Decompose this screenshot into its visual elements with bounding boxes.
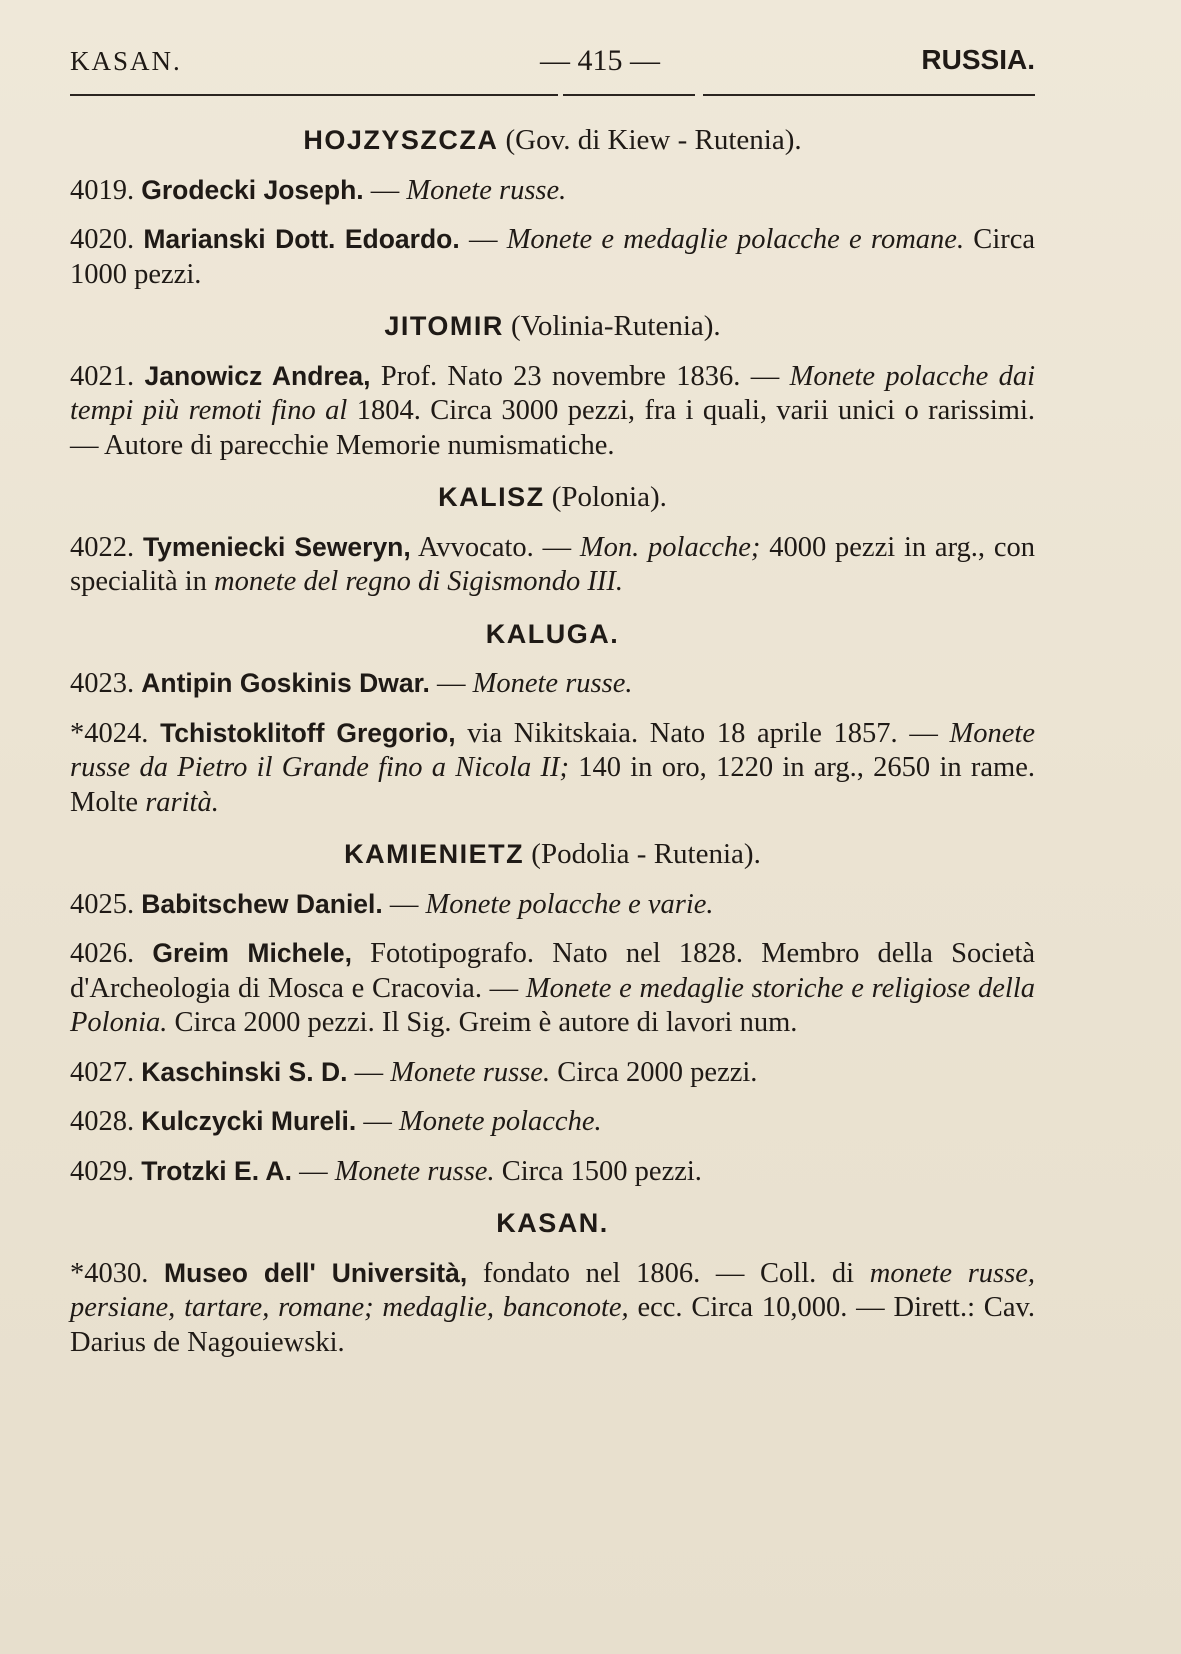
header-country: RUSSIA. <box>921 44 1035 75</box>
entry-number: 4026. <box>70 938 135 969</box>
collector-entry <box>70 359 1035 464</box>
collection-description-italic: Monete russe. <box>390 1056 551 1088</box>
section-heading <box>70 1206 1035 1242</box>
entry-text: — <box>459 224 507 255</box>
entry-text: ecc. Circa 10,000. — Dirett.: Cav. Darius de Nagouiewski. <box>70 1292 1035 1358</box>
collection-description-italic: rarità. <box>145 786 219 818</box>
collection-description-italic: Monete russe. <box>406 174 567 206</box>
entry-text: Avvocato. — <box>410 531 580 563</box>
entry-number: 4019. <box>70 174 135 206</box>
entry-text: — <box>347 1056 391 1088</box>
page-body <box>70 123 1035 1360</box>
collector-name: Antipin Goskinis Dwar. <box>141 668 430 698</box>
entry-text: Circa 1000 pezzi. <box>70 224 1036 290</box>
collector-name: Greim Michele, <box>152 938 352 968</box>
section-city: KASAN. <box>496 1208 609 1238</box>
collector-entry <box>70 1104 1035 1140</box>
collector-name: Marianski Dott. Edoardo. <box>143 224 460 254</box>
collector-entry <box>70 173 1035 209</box>
collection-description-italic: monete russe, persiane, tartare, romane; medaglie, banconote, <box>70 1257 1036 1323</box>
section-city: JITOMIR <box>384 311 504 341</box>
section-region: (Podolia - Rutenia). <box>531 838 761 870</box>
collection-description-italic: Monete e medaglie storiche e religiose della Polonia. <box>70 972 1035 1038</box>
header-rule-left <box>70 94 558 96</box>
entry-text: — <box>429 668 473 699</box>
collector-entry <box>70 1256 1035 1361</box>
entry-number: 4023. <box>70 668 135 699</box>
collector-entry <box>70 887 1035 923</box>
collector-name: Kaschinski S. D. <box>141 1056 348 1087</box>
entry-number: 4021. <box>70 360 135 392</box>
section-region: (Gov. di Kiew - Rutenia). <box>505 124 802 156</box>
collection-description-italic: Monete polacche e varie. <box>425 888 714 920</box>
header-rule-right <box>703 94 1035 96</box>
header-city: KASAN. <box>70 46 182 76</box>
collector-entry <box>70 716 1035 821</box>
collector-entry <box>70 1154 1035 1190</box>
entry-text: — <box>291 1155 335 1187</box>
entry-text: 4000 pezzi in arg., con specialità in <box>70 531 1035 597</box>
collector-name: Trotzki E. A. <box>141 1155 292 1186</box>
collector-entry <box>70 936 1035 1041</box>
collection-description-italic: Monete russe. <box>334 1155 495 1187</box>
collection-description-italic: Monete e medaglie polacche e romane. <box>506 224 965 255</box>
collection-description-italic: monete del regno di Sigismondo III. <box>214 566 623 597</box>
page-number: — 415 — <box>540 44 660 77</box>
entry-text: — <box>363 174 407 206</box>
collector-name: Museo dell' Università, <box>164 1257 468 1288</box>
section-region: (Volinia-Rutenia). <box>510 310 721 342</box>
section-region: (Polonia). <box>551 481 667 513</box>
entry-text: Circa 1500 pezzi. <box>494 1155 702 1187</box>
entry-text: Circa 2000 pezzi. Il Sig. Greim è autore di lavori num. <box>167 1007 798 1038</box>
collection-description-italic: Monete polacche. <box>399 1106 602 1137</box>
entry-number: 4028. <box>70 1106 135 1137</box>
collection-description-italic: Monete russe. <box>472 668 633 699</box>
entry-number: 4022. <box>70 531 135 563</box>
entry-number: *4030. <box>70 1257 149 1289</box>
entry-text: 1804. Circa 3000 pezzi, fra i quali, varii unici o rarissimi. — Autore di parecchie Memorie numismatiche. <box>70 395 1035 461</box>
section-city: KALISZ <box>438 482 545 512</box>
entry-number: 4020. <box>70 224 135 255</box>
header-rule-middle <box>563 94 695 96</box>
entry-text: via Nikitskaia. Nato 18 aprile 1857. — <box>455 717 950 749</box>
section-heading <box>70 480 1035 516</box>
collector-entry <box>70 1055 1035 1091</box>
entry-number: 4029. <box>70 1155 135 1187</box>
collector-name: Kulczycki Mureli. <box>141 1106 357 1136</box>
collection-description-italic: Monete polacche dai tempi più remoti fino al <box>70 360 1036 426</box>
collector-name: Grodecki Joseph. <box>141 174 364 205</box>
collection-description-italic: Monete russe da Pietro il Grande fino a Nicola II; <box>70 717 1035 783</box>
section-city: HOJZYSZCZA <box>303 125 499 155</box>
entry-number: 4025. <box>70 888 135 920</box>
collector-name: Babitschew Daniel. <box>141 888 383 919</box>
entry-text: Fototipografo. Nato nel 1828. Membro della Società d'Archeologia di Mosca e Cracovia. — <box>70 938 1036 1004</box>
collector-name: Tymeniecki Seweryn, <box>142 531 411 562</box>
entry-text: 140 in oro, 1220 in arg., 2650 in rame. Molte <box>70 752 1035 818</box>
collector-name: Janowicz Andrea, <box>144 360 371 391</box>
section-heading <box>70 123 1035 159</box>
collector-entry <box>70 530 1035 600</box>
entry-text: Circa 2000 pezzi. <box>550 1056 758 1088</box>
entry-number: *4024. <box>70 717 149 749</box>
entry-text: fondato nel 1806. — Coll. di <box>467 1257 870 1289</box>
section-heading <box>70 837 1035 873</box>
collector-entry <box>70 666 1035 702</box>
entry-text: — <box>356 1106 400 1137</box>
collector-entry <box>70 222 1035 292</box>
section-heading <box>70 617 1035 653</box>
entry-text: — <box>382 888 426 920</box>
section-city: KALUGA. <box>485 618 620 649</box>
collection-description-italic: Mon. polacche; <box>579 531 761 563</box>
section-heading <box>70 309 1035 345</box>
collector-name: Tchistoklitoff Gregorio, <box>160 717 456 748</box>
running-header <box>70 42 1035 82</box>
entry-number: 4027. <box>70 1056 135 1088</box>
entry-text: Prof. Nato 23 novembre 1836. — <box>370 360 790 392</box>
section-city: KAMIENIETZ <box>344 839 525 869</box>
